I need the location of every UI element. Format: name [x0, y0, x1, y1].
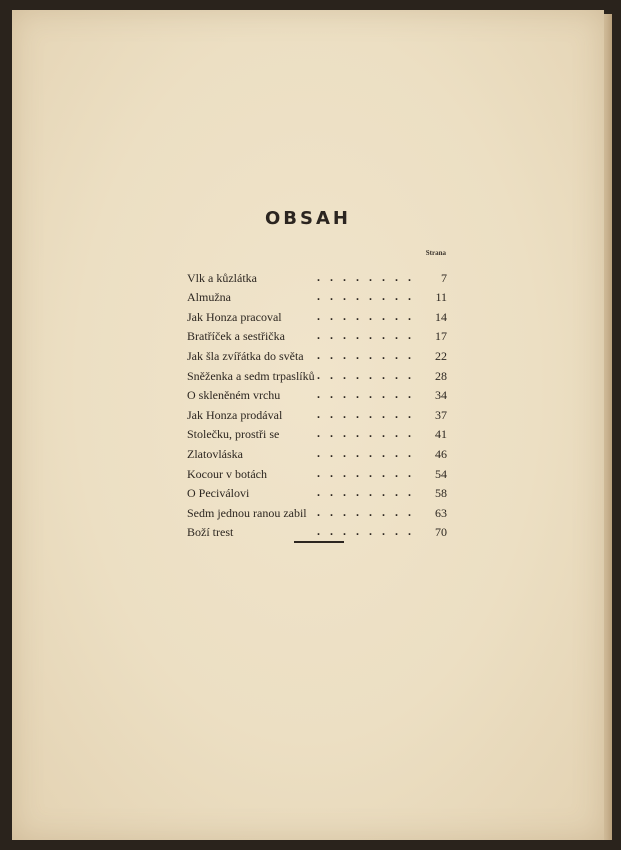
book-page: [12, 10, 604, 840]
toc-entry-title: Boží trest: [187, 525, 234, 540]
toc-entry-title: Almužna: [187, 290, 231, 305]
toc-entry-page: 28: [435, 368, 447, 383]
toc-leader-dots: ........: [317, 445, 421, 460]
page-column-header: Strana: [425, 249, 446, 257]
closing-rule: [294, 541, 344, 543]
toc-entry-title: Jak šla zvířátka do světa: [187, 348, 304, 363]
table-of-contents: [187, 268, 447, 542]
toc-entry-page: 7: [441, 270, 447, 285]
toc-entry-page: 41: [435, 427, 447, 442]
toc-entry-page: 17: [435, 329, 447, 344]
toc-entry: [187, 405, 447, 425]
toc-leader-dots: ........: [317, 485, 421, 500]
toc-entry-title: Jak Honza prodával: [187, 407, 283, 422]
toc-leader-dots: ........: [317, 308, 421, 323]
toc-entry-page: 58: [435, 486, 447, 501]
toc-entry: [187, 307, 447, 327]
toc-entry-page: 14: [435, 309, 447, 324]
toc-entry: [187, 523, 447, 543]
toc-entry-title: Jak Honza pracoval: [187, 309, 282, 324]
toc-entry-page: 70: [435, 525, 447, 540]
toc-entry-page: 34: [435, 388, 447, 403]
toc-leader-dots: ........: [317, 289, 421, 304]
toc-entry: [187, 268, 447, 288]
toc-entry: [187, 346, 447, 366]
toc-entry: [187, 386, 447, 406]
toc-entry-title: Zlatovláska: [187, 446, 243, 461]
toc-leader-dots: ........: [317, 347, 421, 362]
toc-leader-dots: ........: [317, 504, 421, 519]
toc-entry: [187, 464, 447, 484]
toc-entry-title: O Peciválovi: [187, 486, 250, 501]
toc-leader-dots: ........: [317, 406, 421, 421]
toc-entry-page: 11: [435, 290, 447, 305]
toc-leader-dots: ........: [317, 426, 421, 441]
toc-entry-title: O skleněném vrchu: [187, 388, 281, 403]
toc-entry-title: Vlk a kůzlátka: [187, 270, 257, 285]
toc-entry-title: Bratříček a sestřička: [187, 329, 285, 344]
toc-entry-page: 22: [435, 348, 447, 363]
toc-entry: [187, 288, 447, 308]
toc-entry: [187, 425, 447, 445]
page-title: OBSAH: [265, 208, 351, 229]
toc-entry-title: Sněženka a sedm trpaslíků: [187, 368, 315, 383]
toc-leader-dots: ........: [317, 269, 421, 284]
toc-leader-dots: ........: [317, 465, 421, 480]
toc-entry-page: 63: [435, 505, 447, 520]
toc-entry: [187, 366, 447, 386]
toc-entry-page: 46: [435, 446, 447, 461]
toc-entry: [187, 444, 447, 464]
toc-entry: [187, 503, 447, 523]
toc-leader-dots: ........: [317, 328, 421, 343]
toc-entry-title: Sedm jednou ranou zabil: [187, 505, 307, 520]
toc-leader-dots: ........: [317, 367, 421, 382]
toc-leader-dots: ........: [317, 387, 421, 402]
toc-entry-title: Stolečku, prostři se: [187, 427, 280, 442]
toc-entry-page: 37: [435, 407, 447, 422]
toc-entry: [187, 327, 447, 347]
toc-entry: [187, 484, 447, 504]
toc-entry-title: Kocour v botách: [187, 466, 267, 481]
toc-leader-dots: ........: [317, 524, 421, 539]
toc-entry-page: 54: [435, 466, 447, 481]
